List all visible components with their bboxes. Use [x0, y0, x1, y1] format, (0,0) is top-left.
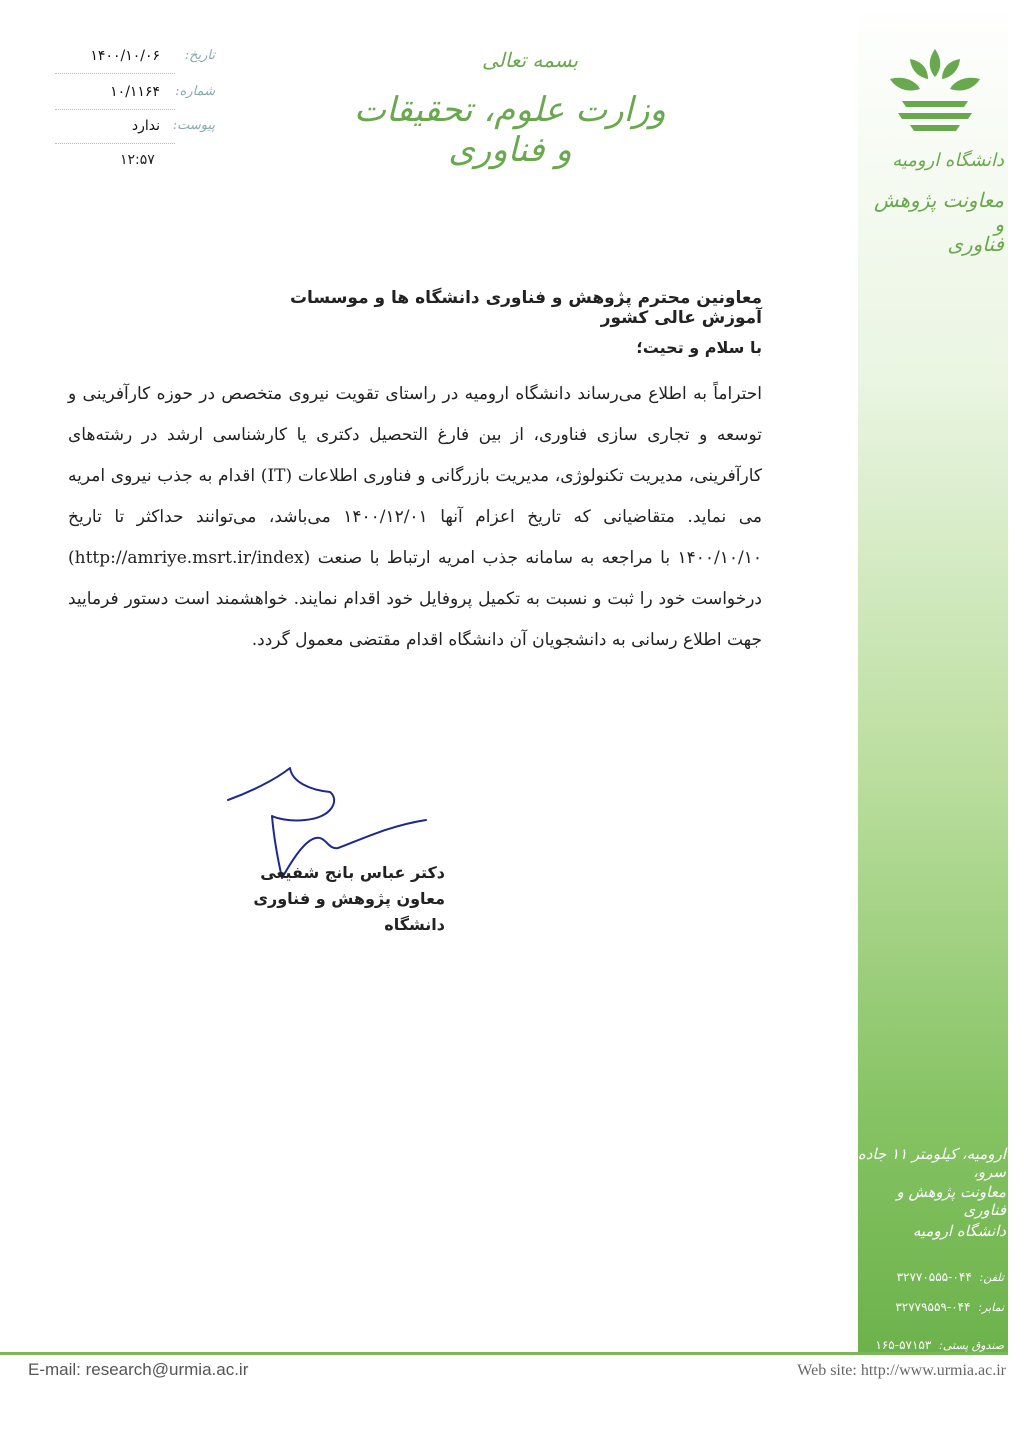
date-underline [55, 73, 175, 74]
bismillah-heading: بسمه تعالی [481, 48, 579, 72]
letter-date-row [55, 48, 215, 70]
number-underline [55, 109, 175, 110]
letter-addressee: معاونین محترم پژوهش و فناوری دانشگاه ها و موسسات آموزش عالی کشور [289, 288, 762, 328]
letter-attachment-row [55, 118, 215, 140]
po-box-value: ۵۷۱۵۳-۱۶۵ [875, 1338, 932, 1352]
phone-label: تلفن: [979, 1271, 1004, 1284]
side-address-line2: معاونت پژوهش و فناوری [896, 1183, 1006, 1219]
attachment-label: پیوست: [172, 118, 215, 133]
ministry-heading: وزارت علوم، تحقیقات و فناوری [354, 90, 666, 170]
letter-greeting: با سلام و تحیت؛ [636, 338, 762, 357]
footer-email: E-mail: research@urmia.ac.ir [28, 1360, 249, 1379]
fax-label: نمابر: [978, 1301, 1004, 1314]
side-fax [854, 1300, 1004, 1314]
letter-time: ۱۲:۵۷ [120, 152, 155, 168]
signer-title: معاون پژوهش و فناوری دانشگاه [253, 889, 445, 934]
side-address-line3: دانشگاه ارومیه [912, 1222, 1006, 1240]
signer-name: دکتر عباس بانج شفیعی [260, 863, 445, 882]
side-department-line2: فناوری [947, 232, 1004, 256]
date-value: ۱۴۰۰/۱۰/۰۶ [90, 48, 160, 64]
po-box-label: صندوق پستی: [939, 1339, 1004, 1352]
urmia-university-leaf-logo-icon [880, 45, 990, 135]
side-phone [854, 1270, 1004, 1284]
phone-value: ۰۴۴-۳۲۷۷۰۵۵۵ [896, 1270, 972, 1284]
number-value: ۱۰/۱۱۶۴ [110, 84, 160, 100]
attachment-value: ندارد [131, 118, 160, 134]
signer-block [200, 860, 445, 938]
letter-body: احتراماً به اطلاع می‌رساند دانشگاه ارومیه در راستای تقویت نیروی متخصص در حوزه کارآفرینی و توسعه و تجاری سازی فناوری، از بین فارغ التحصیل دکتری یا کارشناسی ارشد در رشته‌های کارآفرینی، مدیریت تکنولوژی، مدیریت بازرگانی و فناوری اطلاعات (IT) اقدام به جذب نیروی امریه می نماید. متقاضیانی که تاریخ اعزام آنها ۱۴۰۰/۱۲/۰۱ می‌باشد، می‌توانند حداکثر تا تاریخ ۱۴۰۰/۱۰/۱۰ با مراجعه به سامانه جذب امریه ارتباط با صنعت (http://amriye.msrt.ir/index) درخواست خود را ثبت و نسبت به تکمیل پروفایل خود اقدام نمایند. خواهشمند است دستور فرمایید جهت اطلاع رسانی به دانشجویان آن دانشگاه اقدام مقتضی معمول گردد. [68, 384, 763, 650]
side-university-name: دانشگاه ارومیه [892, 150, 1004, 171]
attachment-underline [55, 143, 175, 144]
date-label: تاریخ: [184, 48, 215, 63]
fax-value: ۰۴۴-۳۲۷۷۹۵۵۹ [895, 1300, 971, 1314]
footer-website: Web site: http://www.urmia.ac.ir [797, 1362, 1006, 1379]
side-address-line1: ارومیه، کیلومتر ۱۱ جاده سرو، [857, 1145, 1006, 1181]
number-label: شماره: [175, 84, 215, 99]
side-po-box [854, 1338, 1004, 1352]
footer-divider [0, 1352, 1008, 1355]
side-department-line1: معاونت پژوهش و [874, 188, 1004, 236]
letter-number-row [55, 84, 215, 106]
